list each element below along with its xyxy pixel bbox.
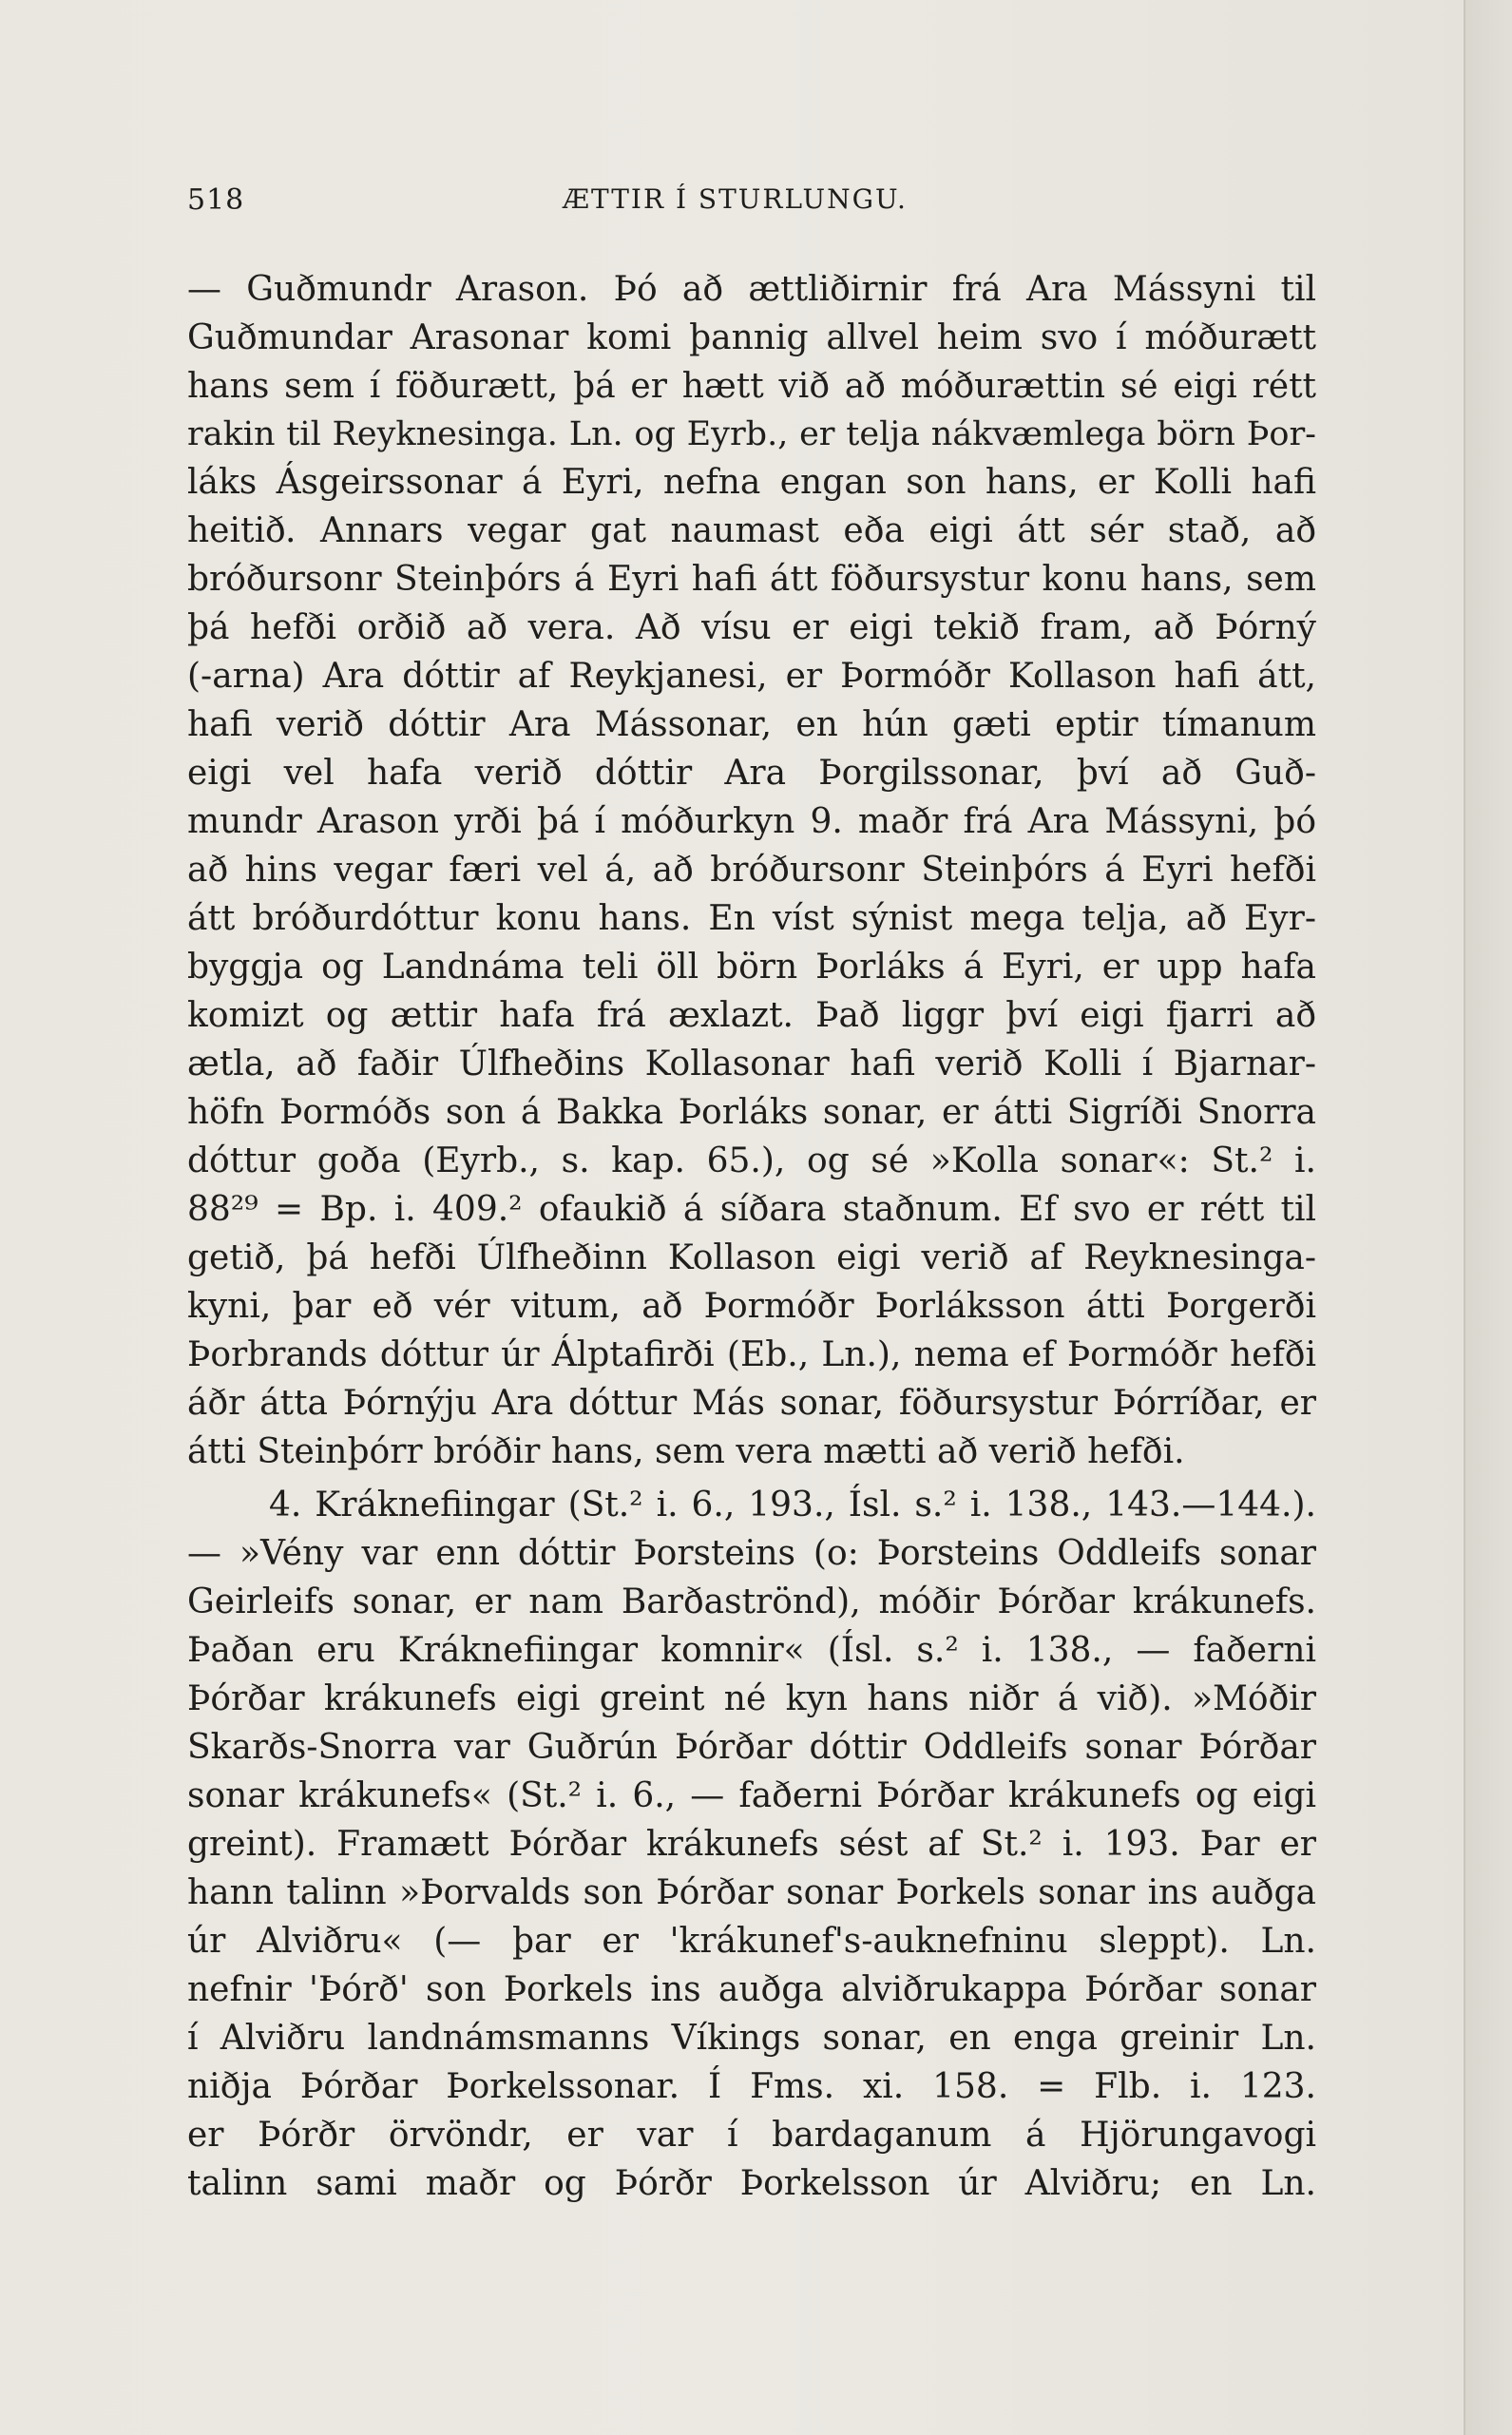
text-line: átt bróðurdóttur konu hans. En víst sýnist mega telja, að Eyr- (187, 899, 1316, 938)
page-number: 518 (187, 183, 245, 217)
text-line: mundr Arason yrði þá í móðurkyn 9. maðr frá Ara Mássyni, þó (187, 802, 1316, 841)
text-line: Geirleifs sonar, er nam Barðaströnd), móðir Þórðar krákunefs. (187, 1582, 1316, 1621)
text-line: er Þórðr örvöndr, er var í bardaganum á Hjörungavogi (187, 2116, 1316, 2155)
text-line: kyni, þar eð vér vitum, að Þormóðr Þorláksson átti Þorgerði (187, 1287, 1316, 1326)
page-edge-shadow (1465, 0, 1512, 2435)
text-line: láks Ásgeirssonar á Eyri, nefna engan son hans, er Kolli hafi (187, 463, 1316, 502)
text-line: áðr átta Þórnýju Ara dóttur Más sonar, föðursystur Þórríðar, er (187, 1384, 1316, 1423)
text-line: heitið. Annars vegar gat naumast eða eigi átt sér stað, að (187, 511, 1316, 550)
text-line: Þórðar krákunefs eigi greint né kyn hans niðr á við). »Móðir (187, 1679, 1316, 1718)
text-line: þá hefði orðið að vera. Að vísu er eigi tekið fram, að Þórný (187, 608, 1316, 647)
text-line: dóttur goða (Eyrb., s. kap. 65.), og sé »Kolla sonar«: St.² i. (187, 1141, 1316, 1180)
text-line: eigi vel hafa verið dóttir Ara Þorgilssonar, því að Guð- (187, 754, 1316, 793)
running-title: ÆTTIR Í STURLUNGU. (563, 183, 908, 215)
text-line: — Guðmundr Arason. Þó að ættliðirnir frá Ara Mássyni til (187, 270, 1316, 309)
text-line: Þorbrands dóttur úr Álptafirði (Eb., Ln.), nema ef Þormóðr hefði (187, 1335, 1316, 1374)
running-head (187, 183, 1347, 225)
text-line: Guðmundar Arasonar komi þannig allvel heim svo í móðurætt (187, 318, 1316, 357)
text-line: — »Vény var enn dóttir Þorsteins (o: Þorsteins Oddleifs sonar (187, 1534, 1316, 1573)
text-line: byggja og Landnáma teli öll börn Þorláks á Eyri, er upp hafa (187, 948, 1316, 987)
text-line: átti Steinþórr bróðir hans, sem vera mætti að verið hefði. (187, 1432, 1185, 1471)
text-line: rakin til Reyknesinga. Ln. og Eyrb., er telja nákvæmlega börn Þor- (187, 415, 1316, 453)
text-line: Þaðan eru Kráknefiingar komnir« (Ísl. s.² i. 138., — faðerni (187, 1631, 1316, 1670)
text-line: greint). Framætt Þórðar krákunefs sést af St.² i. 193. Þar er (187, 1825, 1316, 1864)
text-line: í Alviðru landnámsmanns Víkings sonar, en enga greinir Ln. (187, 2019, 1316, 2058)
text-line: 88²⁹ = Bp. i. 409.² ofaukið á síðara staðnum. Ef svo er rétt til (187, 1190, 1316, 1229)
text-line: talinn sami maðr og Þórðr Þorkelsson úr Alviðru; en Ln. (187, 2164, 1316, 2203)
text-line: (-arna) Ara dóttir af Reykjanesi, er Þormóðr Kollason hafi átt, (187, 657, 1316, 696)
text-line: komizt og ættir hafa frá æxlazt. Það liggr því eigi fjarri að (187, 996, 1316, 1035)
text-line: hann talinn »Þorvalds son Þórðar sonar Þorkels sonar ins auðga (187, 1873, 1316, 1912)
text-line: ætla, að faðir Úlfheðins Kollasonar hafi verið Kolli í Bjarnar- (187, 1045, 1316, 1083)
text-line: sonar krákunefs« (St.² i. 6., — faðerni Þórðar krákunefs og eigi (187, 1776, 1316, 1815)
text-line: niðja Þórðar Þorkelssonar. Í Fms. xi. 158. = Flb. i. 123. (187, 2067, 1316, 2106)
text-line: höfn Þormóðs son á Bakka Þorláks sonar, er átti Sigríði Snorra (187, 1093, 1316, 1132)
text-line: nefnir 'Þórð' son Þorkels ins auðga alviðrukappa Þórðar sonar (187, 1970, 1316, 2009)
text-line: bróðursonr Steinþórs á Eyri hafi átt föðursystur konu hans, sem (187, 560, 1316, 599)
text-line: að hins vegar færi vel á, að bróðursonr Steinþórs á Eyri hefði (187, 851, 1316, 890)
text-line: úr Alviðru« (— þar er 'krákunef's-auknefninu sleppt). Ln. (187, 1922, 1316, 1961)
section-heading-line: 4. Kráknefiingar (St.² i. 6., 193., Ísl. s.² i. 138., 143.—144.). (269, 1486, 1316, 1524)
text-line: hafi verið dóttir Ara Mássonar, en hún gæti eptir tímanum (187, 705, 1316, 744)
text-line: hans sem í föðurætt, þá er hætt við að móðurættin sé eigi rétt (187, 367, 1316, 406)
text-line: Skarðs-Snorra var Guðrún Þórðar dóttir Oddleifs sonar Þórðar (187, 1728, 1316, 1767)
text-line: getið, þá hefði Úlfheðinn Kollason eigi verið af Reyknesinga- (187, 1238, 1316, 1277)
